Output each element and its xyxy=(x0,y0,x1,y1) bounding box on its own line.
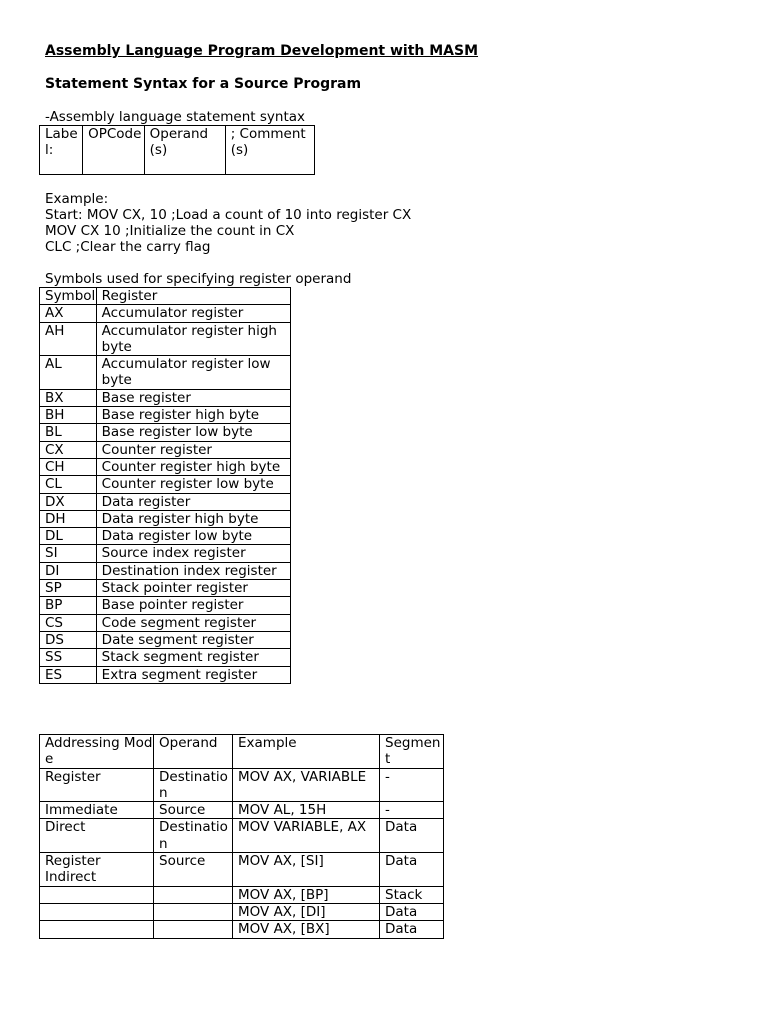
document-title: Assembly Language Program Development with MASM xyxy=(45,43,479,59)
mode-example: MOV AX, [DI] xyxy=(233,903,380,920)
register-symbol: SS xyxy=(40,649,97,666)
table-row xyxy=(40,597,291,614)
mode-example: MOV VARIABLE, AX xyxy=(233,819,380,853)
mode-segment: - xyxy=(380,768,444,802)
table-row xyxy=(40,649,291,666)
table-row xyxy=(40,305,291,322)
table-row xyxy=(40,819,444,853)
mode-example: MOV AX, [SI] xyxy=(233,853,380,887)
table-row xyxy=(40,528,291,545)
table-row xyxy=(40,562,291,579)
table-row xyxy=(40,631,291,648)
table-row xyxy=(40,614,291,631)
register-symbol: AH xyxy=(40,322,97,356)
table-row xyxy=(40,510,291,527)
example-heading: Example: xyxy=(45,191,109,207)
mode-addressing-mode: Register xyxy=(40,768,154,802)
syntax-intro: -Assembly language statement syntax xyxy=(45,109,306,125)
table-row xyxy=(40,441,291,458)
register-symbol: BX xyxy=(40,389,97,406)
table-row xyxy=(40,802,444,819)
register-description: Base register xyxy=(96,389,290,406)
table-row xyxy=(40,768,444,802)
header-operand: Operand xyxy=(154,735,233,769)
table-row xyxy=(40,580,291,597)
register-symbol: CS xyxy=(40,614,97,631)
register-description: Base pointer register xyxy=(96,597,290,614)
table-row xyxy=(40,921,444,938)
register-description: Code segment register xyxy=(96,614,290,631)
register-symbol: DI xyxy=(40,562,97,579)
register-description: Data register high byte xyxy=(96,510,290,527)
register-description: Source index register xyxy=(96,545,290,562)
table-row xyxy=(40,886,444,903)
mode-operand: Source xyxy=(154,853,233,887)
register-description: Extra segment register xyxy=(96,666,290,683)
table-row xyxy=(40,476,291,493)
mode-example: MOV AX, [BP] xyxy=(233,886,380,903)
syntax-table xyxy=(39,125,315,175)
syntax-cell-operands: Operand(s) xyxy=(144,126,225,175)
register-symbol: CH xyxy=(40,458,97,475)
example-line: MOV CX 10 ;Initialize the count in CX xyxy=(45,223,295,239)
syntax-cell-label: Label: xyxy=(40,126,83,175)
syntax-cell-comments: ; Comment(s) xyxy=(225,126,314,175)
table-row xyxy=(40,322,291,356)
mode-addressing-mode: Direct xyxy=(40,819,154,853)
register-description: Stack pointer register xyxy=(96,580,290,597)
register-symbol: CX xyxy=(40,441,97,458)
register-symbol: ES xyxy=(40,666,97,683)
register-symbol: DS xyxy=(40,631,97,648)
register-symbol: DL xyxy=(40,528,97,545)
example-line: CLC ;Clear the carry flag xyxy=(45,239,211,255)
register-symbol: DX xyxy=(40,493,97,510)
register-symbol: SI xyxy=(40,545,97,562)
table-row xyxy=(40,424,291,441)
register-symbol: BP xyxy=(40,597,97,614)
register-description: Accumulator register low byte xyxy=(96,356,290,390)
register-description: Base register low byte xyxy=(96,424,290,441)
mode-table-header xyxy=(40,735,444,769)
syntax-row xyxy=(40,126,315,175)
mode-addressing-mode xyxy=(40,903,154,920)
register-symbol: BH xyxy=(40,407,97,424)
register-description: Counter register high byte xyxy=(96,458,290,475)
register-description: Counter register low byte xyxy=(96,476,290,493)
table-row xyxy=(40,666,291,683)
register-description: Date segment register xyxy=(96,631,290,648)
section-heading: Statement Syntax for a Source Program xyxy=(45,76,362,92)
mode-example: MOV AL, 15H xyxy=(233,802,380,819)
syntax-cell-opcode: OPCode xyxy=(83,126,145,175)
register-symbol: BL xyxy=(40,424,97,441)
mode-addressing-mode xyxy=(40,921,154,938)
example-line: Start: MOV CX, 10 ;Load a count of 10 into register CX xyxy=(45,207,412,223)
table-row xyxy=(40,903,444,920)
mode-segment: - xyxy=(380,802,444,819)
mode-segment: Data xyxy=(380,903,444,920)
register-table xyxy=(39,287,291,684)
header-segment: Segment xyxy=(380,735,444,769)
register-description: Accumulator register high byte xyxy=(96,322,290,356)
register-description: Base register high byte xyxy=(96,407,290,424)
mode-operand: Destination xyxy=(154,819,233,853)
header-example: Example xyxy=(233,735,380,769)
mode-operand: Destination xyxy=(154,768,233,802)
mode-addressing-mode xyxy=(40,886,154,903)
register-symbol: AX xyxy=(40,305,97,322)
register-description: Stack segment register xyxy=(96,649,290,666)
mode-segment: Data xyxy=(380,853,444,887)
header-symbol: Symbol xyxy=(40,288,97,305)
mode-addressing-mode: Register Indirect xyxy=(40,853,154,887)
register-description: Accumulator register xyxy=(96,305,290,322)
register-symbol: CL xyxy=(40,476,97,493)
mode-segment: Stack xyxy=(380,886,444,903)
mode-operand xyxy=(154,921,233,938)
table-row xyxy=(40,389,291,406)
table-row xyxy=(40,853,444,887)
header-register: Register xyxy=(96,288,290,305)
register-symbol: AL xyxy=(40,356,97,390)
register-table-header xyxy=(40,288,291,305)
register-description: Data register low byte xyxy=(96,528,290,545)
addressing-mode-table xyxy=(39,734,444,939)
table-row xyxy=(40,545,291,562)
mode-segment: Data xyxy=(380,921,444,938)
table-row xyxy=(40,407,291,424)
register-symbol: DH xyxy=(40,510,97,527)
register-description: Data register xyxy=(96,493,290,510)
table-row xyxy=(40,356,291,390)
mode-segment: Data xyxy=(380,819,444,853)
mode-addressing-mode: Immediate xyxy=(40,802,154,819)
mode-operand xyxy=(154,886,233,903)
mode-example: MOV AX, [BX] xyxy=(233,921,380,938)
table-row xyxy=(40,493,291,510)
header-addressing-mode: Addressing Mode xyxy=(40,735,154,769)
mode-operand: Source xyxy=(154,802,233,819)
register-symbol: SP xyxy=(40,580,97,597)
table-row xyxy=(40,458,291,475)
register-intro: Symbols used for specifying register operand xyxy=(45,271,352,287)
register-description: Destination index register xyxy=(96,562,290,579)
mode-example: MOV AX, VARIABLE xyxy=(233,768,380,802)
mode-operand xyxy=(154,903,233,920)
register-description: Counter register xyxy=(96,441,290,458)
